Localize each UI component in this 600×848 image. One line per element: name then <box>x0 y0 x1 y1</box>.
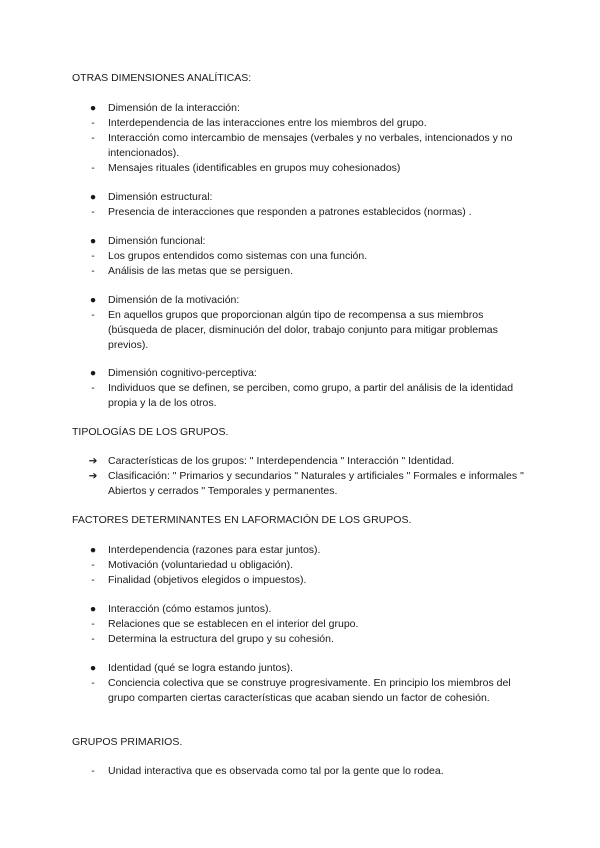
section-heading: GRUPOS PRIMARIOS. <box>72 736 183 748</box>
dash-icon: - <box>91 117 95 129</box>
list-item-text: Motivación (voluntariedad u obligación). <box>108 559 294 571</box>
list-item-text: Dimensión de la motivación: <box>108 294 240 306</box>
list-item-text: Dimensión estructural: <box>108 191 213 203</box>
bullet-icon: ● <box>89 102 97 114</box>
arrow-icon: ➔ <box>88 470 98 482</box>
bullet-icon: ● <box>89 191 97 203</box>
list-item-text: Características de los grupos: " Interdependencia " Interacción " Identidad. <box>108 455 455 467</box>
list-item-text: Identidad (qué se logra estando juntos). <box>108 662 294 674</box>
list-item-text: Los grupos entendidos como sistemas con una función. <box>108 250 368 262</box>
list-item-text: Unidad interactiva que es observada como tal por la gente que lo rodea. <box>108 765 444 777</box>
dash-icon: - <box>91 265 95 277</box>
bullet-icon: ● <box>89 662 97 674</box>
dash-icon: - <box>91 206 95 218</box>
list-item-text: Interacción como intercambio de mensajes (verbales y no verbales, intencionados y no intencionados). <box>108 132 513 159</box>
list-item-text: Interdependencia (razones para estar juntos). <box>108 544 321 556</box>
dash-icon: - <box>91 382 95 394</box>
dash-icon: - <box>91 559 95 571</box>
list-item-text: En aquellos grupos que proporcionan algún tipo de recompensa a sus miembros (búsqueda de placer, disminución del dolor, trabajo conjunto para mitigar problemas previos). <box>108 309 498 351</box>
list-item-text: Dimensión cognitivo-perceptiva: <box>108 367 257 379</box>
list-item-text: Dimensión funcional: <box>108 235 206 247</box>
list-item-text: Conciencia colectiva que se construye progresivamente. En principio los miembros del grupo comparten ciertas características que acaban siendo un factor de cohesión. <box>108 677 511 704</box>
list-item-text: Relaciones que se establecen en el interior del grupo. <box>108 618 359 630</box>
section-heading: TIPOLOGÍAS DE LOS GRUPOS. <box>72 426 229 438</box>
dash-icon: - <box>91 677 95 689</box>
dash-icon: - <box>91 162 95 174</box>
list-item-text: Mensajes rituales (identificables en grupos muy cohesionados) <box>108 162 401 174</box>
section-heading: FACTORES DETERMINANTES EN LAFORMACIÓN DE LOS GRUPOS. <box>72 514 412 526</box>
dash-icon: - <box>91 309 95 321</box>
bullet-icon: ● <box>89 544 97 556</box>
dash-icon: - <box>91 618 95 630</box>
section-heading: OTRAS DIMENSIONES ANALÍTICAS: <box>72 72 252 84</box>
list-item-text: Interacción (cómo estamos juntos). <box>108 603 272 615</box>
list-item-text: Determina la estructura del grupo y su cohesión. <box>108 633 334 645</box>
dash-icon: - <box>91 633 95 645</box>
dash-icon: - <box>91 132 95 144</box>
list-item-text: Dimensión de la interacción: <box>108 102 240 114</box>
bullet-icon: ● <box>89 294 97 306</box>
list-item-text: Análisis de las metas que se persiguen. <box>108 265 294 277</box>
bullet-icon: ● <box>89 367 97 379</box>
list-item-text: Presencia de interacciones que responden a patrones establecidos (normas) . <box>108 206 472 218</box>
dash-icon: - <box>91 574 95 586</box>
list-item-text: Finalidad (objetivos elegidos o impuestos). <box>108 574 307 586</box>
dash-icon: - <box>91 765 95 777</box>
list-item-text: Interdependencia de las interacciones entre los miembros del grupo. <box>108 117 427 129</box>
list-item-text: Individuos que se definen, se perciben, como grupo, a partir del análisis de la identidad propia y la de los otros. <box>108 382 514 409</box>
dash-icon: - <box>91 250 95 262</box>
arrow-icon: ➔ <box>88 455 98 467</box>
bullet-icon: ● <box>89 235 97 247</box>
bullet-icon: ● <box>89 603 97 615</box>
list-item-text: Clasificación: " Primarios y secundarios " Naturales y artificiales " Formales e informales " Abiertos y cerrados " Temporales y permanentes. <box>108 470 524 497</box>
